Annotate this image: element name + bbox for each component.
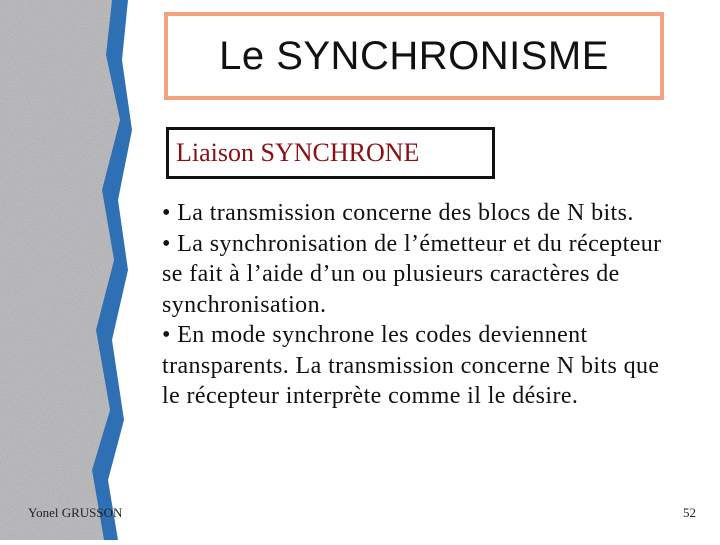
footer-author: Yonel GRUSSON [28,505,123,520]
page-number: 52 [683,505,696,520]
title-box [164,12,664,100]
bullet-list [162,198,682,412]
bullet-item: • La transmission concerne des blocs de N bits. [162,200,634,226]
bullet-item: • La synchronisation de l’émetteur et du récepteur se fait à l’aide d’un ou plusieurs caractères de synchronisation. [162,230,662,318]
slide-title: Le SYNCHRONISME [219,33,609,78]
granite-decoration [0,0,140,540]
subtitle-box [166,127,495,179]
slide-subtitle: Liaison SYNCHRONE [176,138,420,167]
bullet-item: • En mode synchrone les codes deviennent transparents. La transmission concerne N bits que le récepteur interprète comme il le désire. [162,322,660,409]
